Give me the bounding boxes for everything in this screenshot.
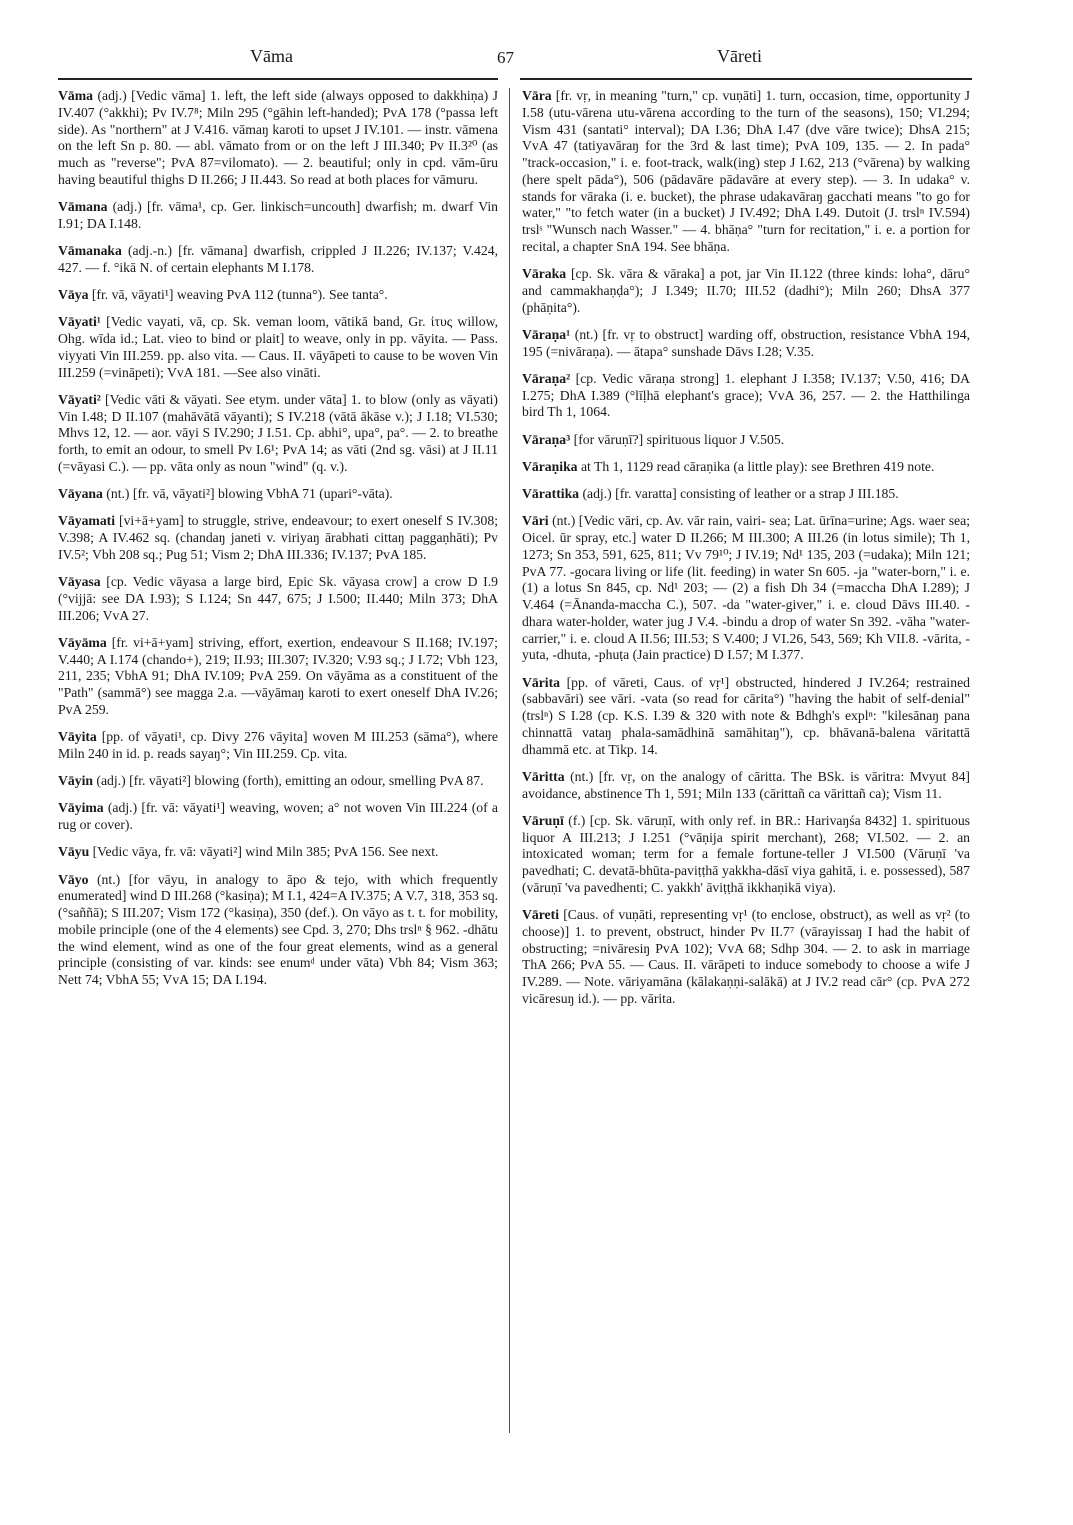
entry-headword: Vāyin [58, 773, 93, 788]
entry-definition: [Vedic vāti & vāyati. See etym. under vāta] 1. to blow (only as vāyati) Vin I.48; D II.107 (mahāvātā vāyanti); S IV.218 (vātā ākāse v.); J I.18; VI.530; Mhvs 12, 12. — aor. vāyi S IV.290; J I.51. Cp. abhi°, upa°, pa°. — 2. to breathe forth, to emit an odour, to smell Pv I.6¹; PvA 14; as vāti (2nd sg. vāsi) at J II.11 (=vāyasi C.). — pp. vāta only as noun "wind" (q. v.). [58, 391, 498, 474]
dictionary-entry [522, 813, 970, 897]
dictionary-entry [522, 266, 970, 316]
right-column [522, 88, 970, 1018]
entry-headword: Vāreti [522, 907, 559, 922]
entry-definition: [fr. vṛ, in meaning "turn," cp. vuṇāti] 1. turn, occasion, time, opportunity J I.58 (utu-vārena utu-vārena according to the turn of the seasons), 150; VI.294; Vism 431 (santati° interval); DA I.36; DhA I.47 (dve vāre twice); DhsA 215; VvA 47 (tatiyavāraŋ for the 3rd & last time); PvA 109, 135. — 2. In pada° "track-occasion," i. e. foot-track, walk(ing) step J I.62, 213 (°vārena) by walking (here spelt pāda°), 506 (pādavāre pādavāre at every step). — 3. In udaka° v. stands for vāraka (i. e. bucket), the phrase udakavāraŋ gacchati means "to go for water," "to fetch water (in a bucket) J IV.492; DhA I.49. Dutoit (J. trslⁿ IV.594) trslˢ "Wunsch nach Wasser." — 4. bhāṇa° "turn for recitation," i. e. a portion for recital, a chapter SnA 194. See bhāṇa. [522, 88, 970, 254]
entry-definition: (nt.) [Vedic vāri, cp. Av. vār rain, vairi- sea; Lat. ūrīna=urine; Ags. waer sea; Oicel. ūr spray, etc.] water D II.266; M III.300; A III.26 (in lotus simile); Th 1, 1273; Sn 353, 591, 625, 811; Vv 79¹⁰; J IV.19; Nd¹ 135, 203 (=udaka); Miln 121; PvA 77. -gocara living or life (lit. feeding) in water Sn 605. -ja "water-born," i. e. (1) a lotus Sn 845, cp. Nd¹ 203; — (2) a fish Dh 34 (=maccha DhA I.289); J V.464 (=Ānanda-maccha C.), 507. -da "water-giver," i. e. cloud Dāvs III.40. -dhara water-holder, water jug J V.4. -bindu a drop of water Sn 392. -vāha "water-carrier," i. e. cloud A II.56; III.53; S V.400; J VI.26, 543, 569; Kh VII.8. -vārita, -yuta, -dhuta, -phuṭa (Jain practice) D I.57; M I.377. [522, 513, 970, 663]
entry-headword: Vāyo [58, 871, 89, 887]
entry-headword: Vāyima [58, 800, 104, 816]
entry-definition: (adj.) [Vedic vāma] 1. left, the left side (always opposed to dakkhiṇa) J IV.407 (°akkhi); Pv IV.7⁸; Miln 295 (°gāhin left-handed); PvA 178 (°passa left side). As "northern" at J V.416. vāmaŋ karoti to upset J IV.101. — instr. vāmena on the left Sn p. 80. — abl. vāmato from or on the left J III.340; Pv II.3²⁰ (as much as "reverse"; PvA 87=vilomato). — 2. beautiful; only in cpd. vām-ūru having beautiful thighs D II.266; J II.443. So read at both places for vāmuru. [58, 88, 498, 187]
entry-headword: Vāri [522, 513, 549, 529]
entry-definition: (nt.) [for vāyu, in analogy to āpo & tejo, with which frequently enumerated] wind D III.268 (°kasiṇa); M I.1, 424=A IV.375; A V.7, 318, 353 sq. (°saññā); S III.207; Vism 172 (°kasiṇa), 350 (def.). On vāyo as t. t. for mobility, mobile principle (one of the 4 elements) see Cpd. 3, 270; Dhs trslⁿ § 962. -dhātu the wind element, wind as one of the four great elements, wind as a general principle (consisting of var. kinds: see enumᵈ under vāta) Vbh 84; Vism 363; Nett 74; VbhA 55; VvA 15; DA I.194. [58, 871, 498, 987]
entry-headword: Vāraṇa³ [522, 431, 571, 447]
entry-definition: (nt.) [fr. vṛ to obstruct] warding off, obstruction, resistance VbhA 194, 195 (=nivāraṇa). — ātapa° sunshade Dāvs I.28; V.35. [522, 326, 970, 359]
dictionary-entry [522, 88, 970, 256]
entry-definition: [for vāruṇī?] spirituous liquor J V.505. [570, 431, 785, 447]
entry-headword: Vāyati¹ [58, 314, 101, 330]
dictionary-entry [58, 844, 498, 861]
entry-definition: (adj.) [fr. varatta] consisting of leather or a strap J III.185. [579, 486, 899, 501]
dictionary-entry [58, 88, 498, 189]
dictionary-entry [522, 486, 970, 503]
dictionary-entry [58, 199, 498, 233]
page-header [0, 42, 1073, 72]
dictionary-entry [522, 432, 970, 449]
entry-headword: Vāya [58, 287, 89, 302]
entry-definition: [Vedic vāya, fr. vā: vāyati²] wind Miln 385; PvA 156. See next. [89, 844, 439, 860]
entry-definition: [vi+ā+yam] to struggle, strive, endeavour; to exert oneself S IV.308; V.398; A IV.462 sq. (chandaŋ janeti v. viriyaŋ ārabhati cittaŋ paggaṇhāti); Pv IV.5²; Vbh 208 sq.; Pug 51; Vism 2; DhA III.336; IV.137; PvA 185. [58, 513, 498, 562]
entry-headword: Vāma [58, 88, 93, 103]
dictionary-entry [58, 392, 498, 476]
entry-definition: [cp. Vedic vāyasa a large bird, Epic Sk. vāyasa crow] a crow D I.9 (°vijjā: see DA I.93); S I.124; Sn 447, 675; J I.500; II.440; Miln 373; DhA III.206; VvA 27. [58, 574, 498, 623]
entry-headword: Vāyasa [58, 574, 101, 589]
dictionary-entry [58, 635, 498, 719]
entry-headword: Vārita [522, 674, 561, 690]
dictionary-entry [58, 486, 498, 503]
entry-definition: [pp. of vāreti, Caus. of vṛ¹] obstructed, hindered J IV.264; restrained (sabbavāri) see vāri. -vata (so read for cārita°) "having the habit of self-denial" (trslⁿ) S I.28 (cp. K.S. I.39 & 320 with note & Bdhgh's explⁿ: "kilesānaŋ pana chinnattā vataŋ phala-samādhinā samāhitaŋ"), cp. bhāvanā-balena vāritattā dhammā etc. at Tikp. 14. [522, 674, 970, 757]
entry-definition: (adj.) [fr. vāyati²] blowing (forth), emitting an odour, smelling PvA 87. [93, 773, 484, 788]
dictionary-entry [522, 327, 970, 361]
entry-headword: Vāra [522, 88, 552, 103]
entry-definition: [fr. vā, vāyati¹] weaving PvA 112 (tunna°). See tanta°. [88, 287, 388, 302]
dictionary-entry [58, 513, 498, 563]
entry-headword: Vāmana [58, 199, 108, 214]
dictionary-entry [522, 459, 970, 476]
column-divider [509, 88, 510, 1433]
dictionary-entry [522, 769, 970, 803]
entry-headword: Vārattika [522, 486, 580, 501]
dictionary-entry [58, 574, 498, 624]
page-number: 67 [497, 48, 514, 67]
entry-headword: Vāraṇa¹ [522, 326, 571, 342]
left-column [58, 88, 498, 999]
dictionary-entry [58, 243, 498, 277]
entry-headword: Vāyu [58, 844, 90, 860]
entry-definition: (f.) [cp. Sk. vāruṇī, with only ref. in BR.: Harivaŋśa 8432] 1. spirituous liquor A III.213; J I.251 (°vāṇija spirit merchant), 268; VI.502. — 2. an intoxicated woman; term for a female fortune-teller J VI.500 (Vāruṇī 'va pavedhati; C. devatā-bhūta-paviṭṭhā yakkha-dāsī viya gahitā, i. e. possessed), 587 (vāruṇī 'va pavedhenti; C. yakkh' āviṭṭhā ikkhaṇikā viya). [522, 812, 970, 895]
entry-headword: Vāraṇa² [522, 370, 571, 386]
entry-definition: [cp. Sk. vāra & vāraka] a pot, jar Vin II.122 (three kinds: loha°, dāru° and cammakhaṇḍa°); J I.349; II.70; III.52 (dadhi°); Miln 260; DhsA 377 (phāṇita°). [522, 266, 970, 315]
entry-headword: Vāyana [58, 486, 103, 501]
entry-headword: Vāmanaka [58, 243, 122, 258]
header-rule-right [520, 78, 972, 80]
header-rule-left [58, 78, 498, 80]
entry-headword: Vāyita [58, 729, 97, 744]
entry-definition: [Vedic vayati, vā, cp. Sk. veman loom, vātikā band, Gr. ἰτυς willow, Ohg. wīda id.; Lat. vieo to bind or plait] to weave, only in pp. vāyita. — Pass. viyyati Vin III.259. pp. also vita. — Caus. II. vāyāpeti to cause to be woven Vin III.259 (=vināpeti); VvA 181. —See also vināti. [58, 314, 498, 380]
entry-definition: (adj.) [fr. vā: vāyati¹] weaving, woven; a° not woven Vin III.224 (of a rug or cover). [58, 800, 498, 832]
entry-definition: [fr. vi+ā+yam] striving, effort, exertion, endeavour S II.168; IV.197; V.440; A I.174 (chando+), 219; II.93; III.307; IV.320; V.93 sq.; J I.72; Vbh 123, 211, 235; VbhA 91; DhA IV.109; PvA 259. On vāyāma as a constituent of the "Path" (sammā°) see magga 2.a. —vāyāmaŋ karoti to exert oneself DhA IV.26; PvA 259. [58, 634, 498, 717]
dictionary-entry [522, 907, 970, 1008]
right-running-head: Vāreti [717, 46, 762, 66]
dictionary-entry [522, 371, 970, 421]
entry-definition: (adj.) [fr. vāma¹, cp. Ger. linkisch=uncouth] dwarfish; m. dwarf Vin I.91; DA I.148. [58, 199, 498, 231]
dictionary-entry [58, 773, 498, 790]
entry-headword: Vāyāma [58, 634, 107, 650]
entry-headword: Vāritta [522, 768, 565, 784]
entry-headword: Vāruṇī [522, 812, 564, 828]
dictionary-entry [58, 800, 498, 834]
dictionary-entry [58, 314, 498, 381]
entry-headword: Vāyamati [58, 513, 116, 529]
entry-headword: Vāraṇika [522, 458, 578, 474]
entry-definition: (nt.) [fr. vā, vāyati²] blowing VbhA 71 (upari°-vāta). [102, 486, 393, 501]
entry-definition: [cp. Vedic vāraṇa strong] 1. elephant J I.358; IV.137; V.50, 416; DA I.275; DhA I.389 (°līḷhā elephant's grace); VvA 36, 257. — 2. the Hatthilinga bird Th 1, 1064. [522, 370, 970, 420]
entry-headword: Vāraka [522, 266, 567, 281]
entry-definition: (nt.) [fr. vṛ, on the analogy of cāritta. The BSk. is vāritra: Mvyut 84] avoidance, abstinence Th 1, 591; Miln 133 (cārittañ ca vārittañ ca); Vism 11. [522, 768, 970, 801]
entry-definition: [pp. of vāyati¹, cp. Divy 276 vāyita] woven M III.253 (sāma°), where Miln 240 in id. p. reads sayaŋ°; Vin III.259. Cp. vita. [58, 729, 498, 761]
dictionary-entry [58, 287, 498, 304]
dictionary-entry [522, 513, 970, 664]
entry-definition: at Th 1, 1129 read cāraṇika (a little play): see Brethren 419 note. [577, 458, 935, 474]
dictionary-entry [58, 872, 498, 989]
left-running-head: Vāma [250, 46, 293, 66]
entry-headword: Vāyati² [58, 391, 101, 407]
dictionary-entry [522, 675, 970, 759]
entry-definition: (adj.-n.) [fr. vāmana] dwarfish, crippled J II.226; IV.137; V.424, 427. — f. °ikā N. of certain elephants M I.178. [58, 243, 498, 275]
entry-definition: [Caus. of vuṇāti, representing vṛ¹ (to enclose, obstruct), as well as vṛ² (to choose)] 1. to prevent, obstruct, hinder Pv II.7⁷ (vārayissaŋ I had the habit of obstructing; =nivāresiŋ PvA 102); VvA 68; Sdhp 304. — 2. to ask in marriage ThA 266; PvA 55. — Caus. II. vārāpeti to induce somebody to choose a wife J IV.289. — Note. vāriyamāna (kālakaṇṇi-salākā) at J IV.2 read cār° (cp. PvA 272 vicāresuŋ id.). — pp. vārita. [522, 907, 970, 1006]
dictionary-entry [58, 729, 498, 763]
